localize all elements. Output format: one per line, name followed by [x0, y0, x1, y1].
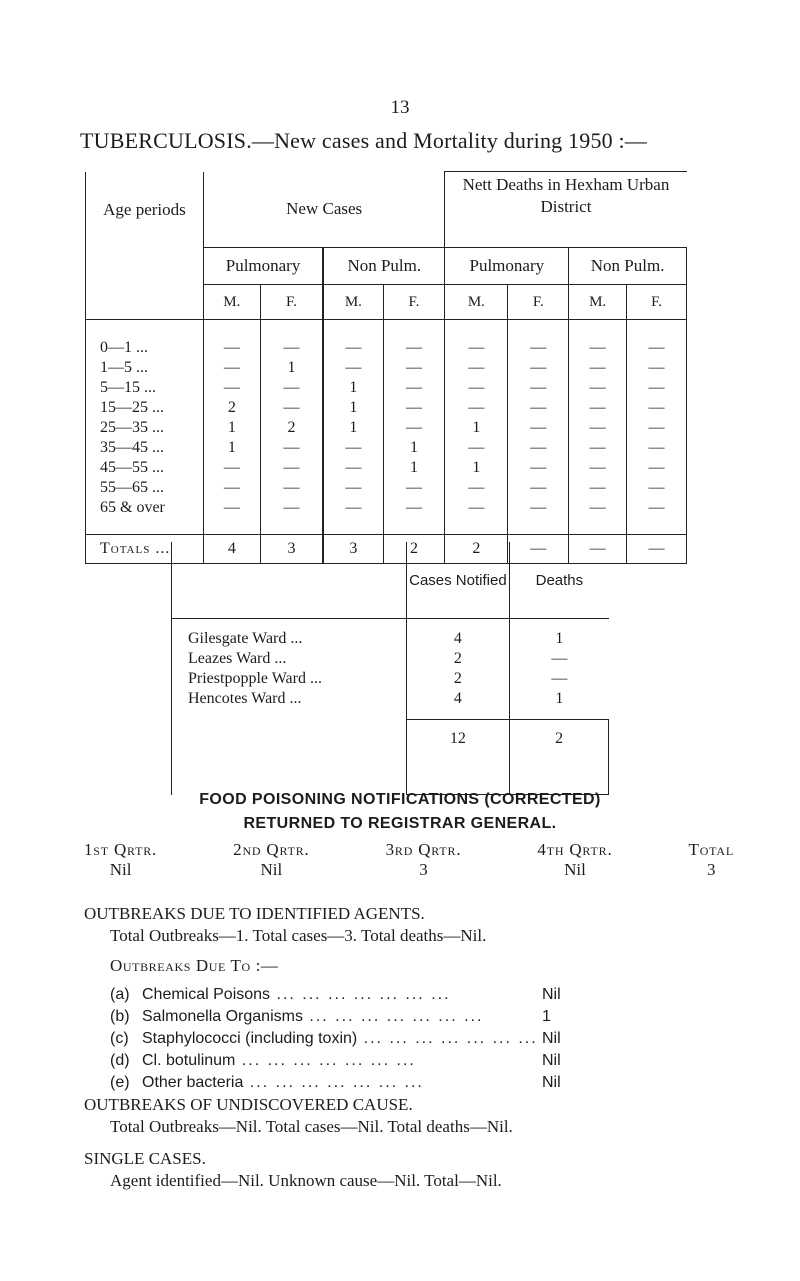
agent-value: Nil: [542, 1074, 561, 1091]
table-cell: 2: [203, 398, 260, 418]
ward-name: Priestpopple Ward ...: [172, 669, 407, 689]
leader-dots: ... ... ... ... ... ... ...: [235, 1052, 416, 1069]
table-cell: —: [383, 398, 445, 418]
table-cell: —: [383, 418, 445, 438]
single-cases-heading: SINGLE CASES.: [84, 1149, 206, 1168]
agent-item: [110, 984, 582, 1006]
table-row: [86, 498, 687, 518]
m-header: M.: [203, 285, 260, 320]
deaths-cell: —: [510, 649, 609, 669]
quarter-value: 3: [419, 860, 428, 879]
table-cell: —: [627, 438, 687, 458]
table-cell: —: [508, 398, 569, 418]
cases-total: 12: [406, 720, 510, 795]
table-cell: —: [323, 498, 383, 518]
new-non-pulm-header: Non Pulm.: [323, 248, 445, 285]
table-cell: —: [260, 338, 323, 358]
agent-letter: (d): [110, 1052, 130, 1069]
table-cell: —: [323, 338, 383, 358]
table-cell: —: [445, 398, 508, 418]
m-header: M.: [569, 285, 627, 320]
table-cell: —: [323, 438, 383, 458]
table-cell: —: [445, 498, 508, 518]
table-cell: —: [627, 418, 687, 438]
agent-value: Nil: [542, 1030, 561, 1047]
identified-summary: Total Outbreaks—1. Total cases—3. Total deaths—Nil.: [110, 926, 487, 945]
agent-item: [110, 1072, 582, 1094]
ward-row: [172, 669, 609, 689]
age-period-cell: 1—5 ...: [86, 358, 204, 378]
table-cell: 1: [445, 418, 508, 438]
age-period-cell: 45—55 ...: [86, 458, 204, 478]
ward-row: [172, 629, 609, 649]
table-cell: 1: [383, 438, 445, 458]
table-cell: —: [627, 398, 687, 418]
agent-item: [110, 1028, 582, 1050]
table-cell: —: [508, 535, 569, 564]
table-cell: 1: [383, 458, 445, 478]
table-cell: —: [569, 418, 627, 438]
table-cell: —: [445, 358, 508, 378]
quarter-label: 1st Qrtr.: [84, 840, 158, 859]
table-cell: —: [383, 378, 445, 398]
agent-value: 1: [542, 1008, 551, 1025]
table-cell: 3: [260, 535, 323, 564]
table-cell: —: [445, 478, 508, 498]
leader-dots: ... ... ... ... ... ... ...: [302, 1008, 484, 1025]
table-cell: 1: [323, 378, 383, 398]
f-header: F.: [260, 285, 323, 320]
table-cell: 2: [383, 535, 445, 564]
identified-heading: OUTBREAKS DUE TO IDENTIFIED AGENTS.: [84, 904, 425, 923]
table-row: [86, 378, 687, 398]
quarter-label: Total: [688, 840, 734, 859]
quarter-column: [386, 840, 462, 880]
table-cell: —: [569, 378, 627, 398]
agent-letter: (b): [110, 1008, 130, 1025]
table-cell: —: [508, 378, 569, 398]
table-cell: —: [445, 438, 508, 458]
death-non-pulm-header: Non Pulm.: [569, 248, 687, 285]
totals-label: Totals ...: [86, 535, 204, 564]
ward-row: [172, 649, 609, 669]
deaths-total: 2: [510, 720, 609, 795]
age-periods-header: Age periods: [86, 172, 204, 248]
quarters-row: [84, 840, 734, 880]
table-cell: —: [569, 498, 627, 518]
table-cell: —: [203, 338, 260, 358]
table-row: [86, 358, 687, 378]
table-cell: —: [569, 358, 627, 378]
agent-name: [142, 1006, 542, 1028]
table-cell: —: [260, 438, 323, 458]
table-row: [86, 478, 687, 498]
agent-name: [142, 984, 542, 1006]
table-cell: —: [627, 458, 687, 478]
table-cell: —: [569, 398, 627, 418]
table-cell: —: [383, 358, 445, 378]
table-cell: 1: [203, 418, 260, 438]
table-cell: —: [383, 338, 445, 358]
deaths-header: Deaths: [510, 542, 609, 619]
ward-row: [172, 689, 609, 709]
table-cell: —: [260, 398, 323, 418]
agent-item: [110, 1050, 582, 1072]
table-cell: —: [323, 478, 383, 498]
f-header: F.: [627, 285, 687, 320]
m-header: M.: [445, 285, 508, 320]
table-cell: —: [323, 358, 383, 378]
agent-letter: (e): [110, 1074, 130, 1091]
table-cell: —: [508, 358, 569, 378]
agent-value: Nil: [542, 1052, 561, 1069]
table-cell: —: [508, 438, 569, 458]
ward-name: Hencotes Ward ...: [172, 689, 407, 709]
wards-table: [171, 542, 609, 795]
table-cell: —: [569, 535, 627, 564]
table-cell: —: [627, 378, 687, 398]
table-cell: 2: [445, 535, 508, 564]
deaths-cell: —: [510, 669, 609, 689]
quarter-value: Nil: [260, 860, 283, 879]
f-header: F.: [383, 285, 445, 320]
table-row: [86, 438, 687, 458]
ward-name: Gilesgate Ward ...: [172, 629, 407, 649]
table-cell: —: [323, 458, 383, 478]
table-cell: —: [508, 478, 569, 498]
cases-cell: 2: [406, 669, 510, 689]
cases-cell: 2: [406, 649, 510, 669]
table-cell: 1: [260, 358, 323, 378]
age-period-cell: 0—1 ...: [86, 338, 204, 358]
nett-deaths-header: Nett Deaths in Hexham Urban District: [445, 172, 687, 248]
leader-dots: ... ... ... ... ... ... ...: [270, 986, 451, 1003]
death-pulmonary-header: Pulmonary: [445, 248, 569, 285]
quarter-label: 2nd Qrtr.: [233, 840, 310, 859]
deaths-cell: 1: [510, 629, 609, 649]
table-cell: —: [627, 535, 687, 564]
single-cases-summary: Agent identified—Nil. Unknown cause—Nil. Total—Nil.: [110, 1171, 502, 1190]
quarter-column: [689, 840, 734, 880]
outbreaks-due-to-label: Outbreaks Due To :—: [110, 956, 279, 975]
f-header: F.: [508, 285, 569, 320]
table-cell: —: [569, 478, 627, 498]
agent-name-text: Chemical Poisons: [142, 986, 271, 1003]
table-row: [86, 418, 687, 438]
agent-name-text: Cl. botulinum: [142, 1052, 236, 1069]
table-cell: —: [569, 338, 627, 358]
quarter-value: Nil: [564, 860, 586, 879]
page-title: TUBERCULOSIS.—New cases and Mortality during 1950 :—: [80, 128, 648, 153]
wards-totals-row: [172, 720, 609, 795]
quarter-column: [84, 840, 157, 880]
age-period-cell: 25—35 ...: [86, 418, 204, 438]
table-cell: —: [260, 458, 323, 478]
agent-name-text: Other bacteria: [142, 1074, 244, 1091]
cases-notified-header: Cases Notified: [406, 542, 510, 619]
table-row: [86, 458, 687, 478]
agent-item: [110, 1006, 582, 1028]
table-cell: —: [203, 498, 260, 518]
leader-dots: ... ... ... ... ... ... ...: [243, 1074, 424, 1091]
page-number: 13: [390, 97, 410, 118]
food-poisoning-heading: FOOD POISONING NOTIFICATIONS (CORRECTED): [199, 791, 601, 808]
agents-list: [110, 984, 582, 1094]
table-cell: —: [627, 478, 687, 498]
new-pulmonary-header: Pulmonary: [203, 248, 323, 285]
undiscovered-heading: OUTBREAKS OF UNDISCOVERED CAUSE.: [84, 1095, 413, 1114]
table-cell: 1: [323, 418, 383, 438]
age-period-cell: 65 & over: [86, 498, 204, 518]
quarter-value: 3: [706, 860, 716, 879]
agent-name: [142, 1072, 542, 1094]
quarter-column: [537, 840, 612, 880]
cases-cell: 4: [406, 629, 510, 649]
table-cell: —: [569, 438, 627, 458]
cases-cell: 4: [406, 689, 510, 709]
table-cell: —: [203, 478, 260, 498]
quarter-label: 3rd Qrtr.: [385, 840, 462, 859]
table-cell: —: [203, 358, 260, 378]
leader-dots: ... ... ... ... ... ... ...: [357, 1030, 538, 1047]
ward-name: Leazes Ward ...: [172, 649, 407, 669]
table-cell: —: [383, 498, 445, 518]
table-row: [86, 338, 687, 358]
deaths-cell: 1: [510, 689, 609, 709]
agent-value: Nil: [542, 986, 561, 1003]
tuberculosis-table: [85, 171, 687, 564]
new-cases-header: New Cases: [203, 172, 445, 248]
age-period-cell: 5—15 ...: [86, 378, 204, 398]
table-cell: 1: [203, 438, 260, 458]
agent-name-text: Staphylococci (including toxin): [142, 1030, 358, 1047]
m-header: M.: [323, 285, 383, 320]
table-cell: —: [260, 378, 323, 398]
quarter-label: 4th Qrtr.: [537, 840, 613, 859]
quarter-column: [233, 840, 309, 880]
table-cell: —: [260, 498, 323, 518]
quarter-value: Nil: [109, 860, 132, 879]
table-cell: —: [627, 338, 687, 358]
table-cell: 3: [323, 535, 383, 564]
agent-letter: (c): [110, 1030, 129, 1047]
table-cell: 4: [203, 535, 260, 564]
age-period-cell: 55—65 ...: [86, 478, 204, 498]
table-cell: —: [203, 458, 260, 478]
agent-letter: (a): [110, 986, 130, 1003]
table-cell: —: [627, 498, 687, 518]
table-row: [86, 398, 687, 418]
table-cell: —: [569, 458, 627, 478]
table-cell: —: [260, 478, 323, 498]
agent-name: [142, 1050, 542, 1072]
table-cell: —: [627, 358, 687, 378]
table-cell: —: [445, 378, 508, 398]
undiscovered-summary: Total Outbreaks—Nil. Total cases—Nil. Total deaths—Nil.: [110, 1117, 513, 1136]
table-cell: 1: [323, 398, 383, 418]
table-cell: —: [508, 498, 569, 518]
table-cell: 1: [445, 458, 508, 478]
food-poisoning-subheading: RETURNED TO REGISTRAR GENERAL.: [243, 815, 557, 832]
table-cell: —: [203, 378, 260, 398]
table-cell: —: [383, 478, 445, 498]
agent-name: [142, 1028, 542, 1050]
age-period-cell: 35—45 ...: [86, 438, 204, 458]
table-cell: —: [445, 338, 508, 358]
age-period-cell: 15—25 ...: [86, 398, 204, 418]
table-cell: —: [508, 418, 569, 438]
table-cell: 2: [260, 418, 323, 438]
table-cell: —: [508, 338, 569, 358]
table-cell: —: [508, 458, 569, 478]
agent-name-text: Salmonella Organisms: [142, 1008, 303, 1025]
